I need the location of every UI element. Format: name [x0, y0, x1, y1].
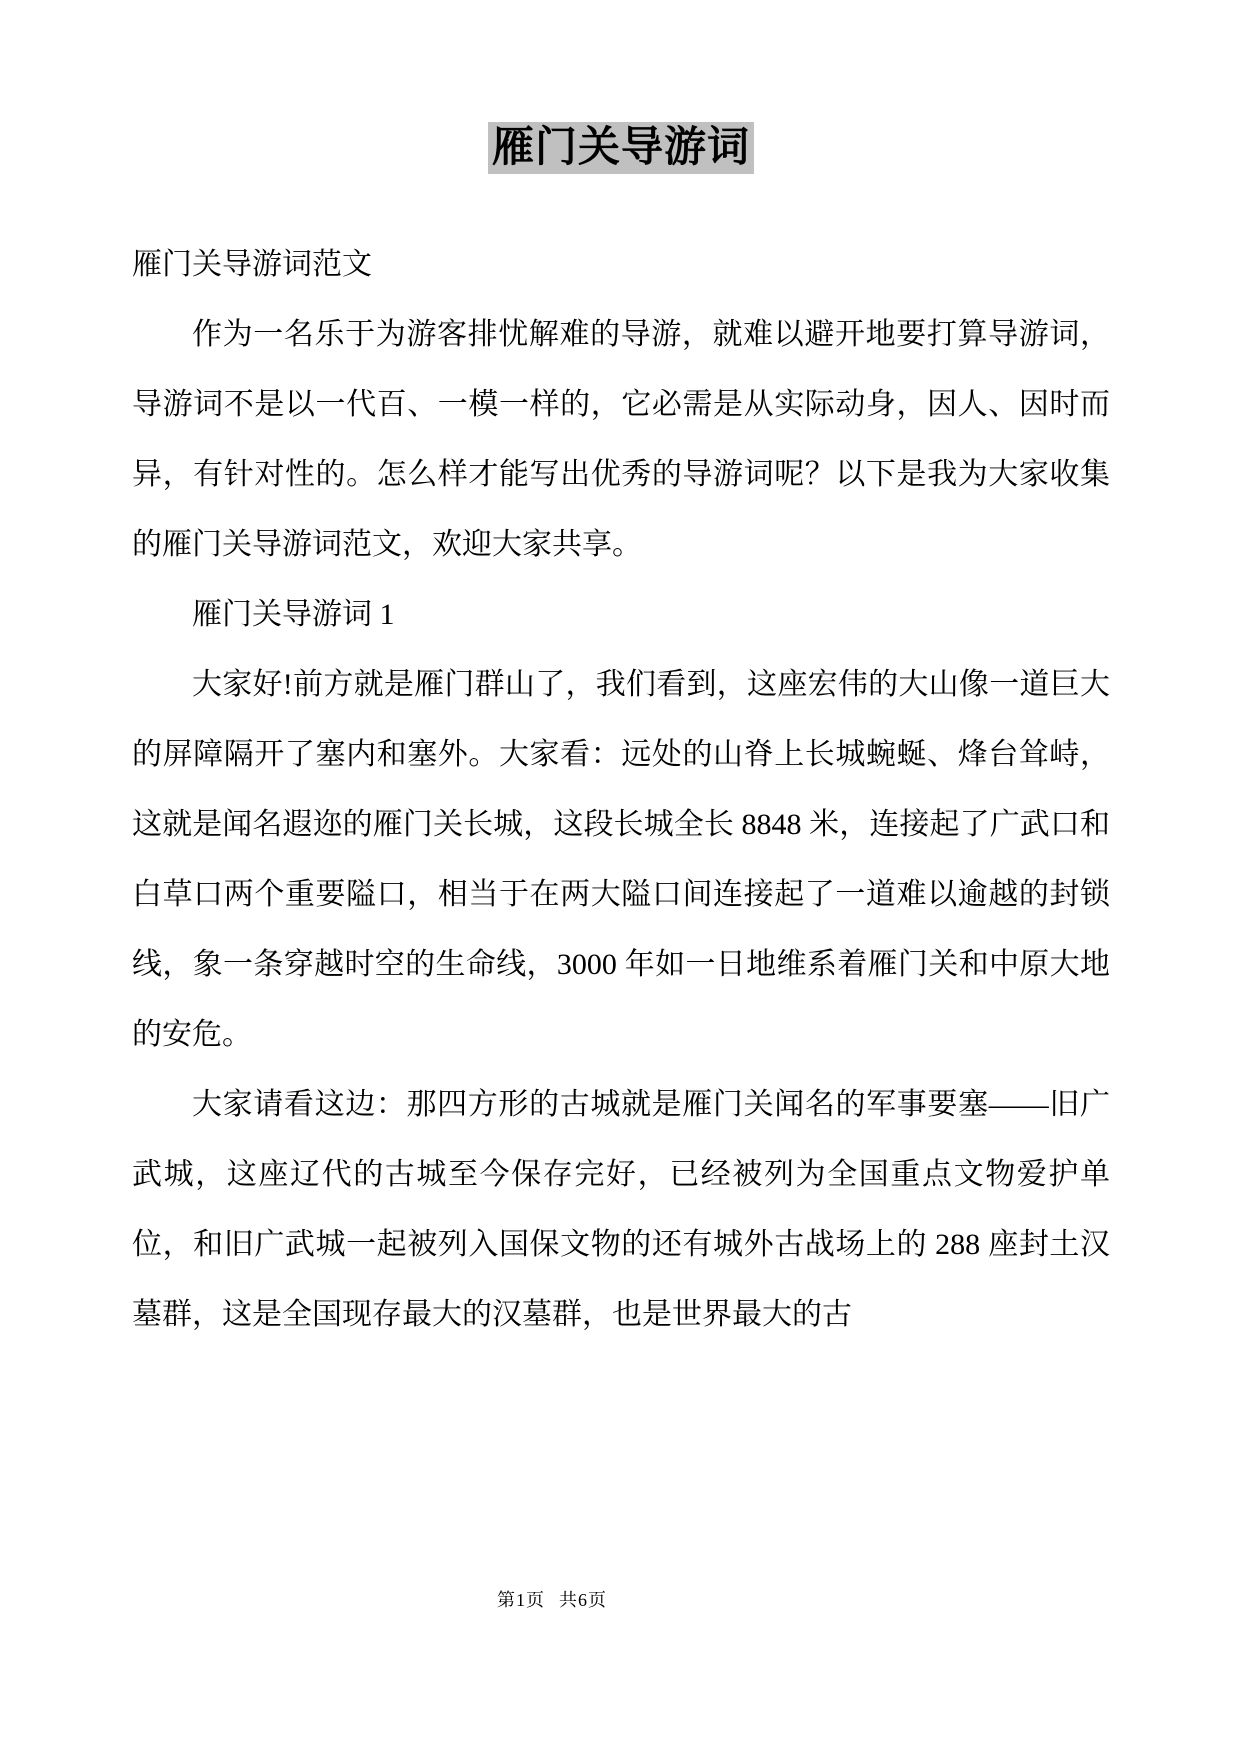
- paragraph-body-2: 大家请看这边：那四方形的古城就是雁门关闻名的军事要塞——旧广武城，这座辽代的古城至今保存完好，已经被列为全国重点文物爱护单位，和旧广武城一起被列入国保文物的还有城外古战场上的 288 座封土汉墓群，这是全国现存最大的汉墓群，也是世界最大的古: [132, 1088, 1110, 1331]
- page-number: 第1页: [497, 1590, 545, 1610]
- document-body: [132, 118, 1110, 1350]
- section-heading-1: 雁门关导游词 1: [192, 598, 395, 631]
- page-footer: [497, 1588, 607, 1612]
- paragraph-body-1: 大家好!前方就是雁门群山了，我们看到，这座宏伟的大山像一道巨大的屏障隔开了塞内和塞外。大家看：远处的山脊上长城蜿蜒、烽台耸峙，这就是闻名遐迩的雁门关长城，这段长城全长 8848 米，连接起了广武口和白草口两个重要隘口，相当于在两大隘口间连接起了一道难以逾越的封锁线，象一条穿越时空的生命线，3000 年如一日地维系着雁门关和中原大地的安危。: [132, 668, 1110, 1051]
- page-title: [132, 118, 1110, 178]
- page-count: 共6页: [559, 1590, 607, 1610]
- paragraph-lead: 雁门关导游词范文: [132, 248, 372, 281]
- paragraph-intro: 作为一名乐于为游客排忧解难的导游，就难以避开地要打算导游词，导游词不是以一代百、一模一样的，它必需是从实际动身，因人、因时而异，有针对性的。怎么样才能写出优秀的导游词呢？以下是我为大家收集的雁门关导游词范文，欢迎大家共享。: [132, 318, 1110, 561]
- title-highlight: 雁门关导游词: [488, 122, 754, 174]
